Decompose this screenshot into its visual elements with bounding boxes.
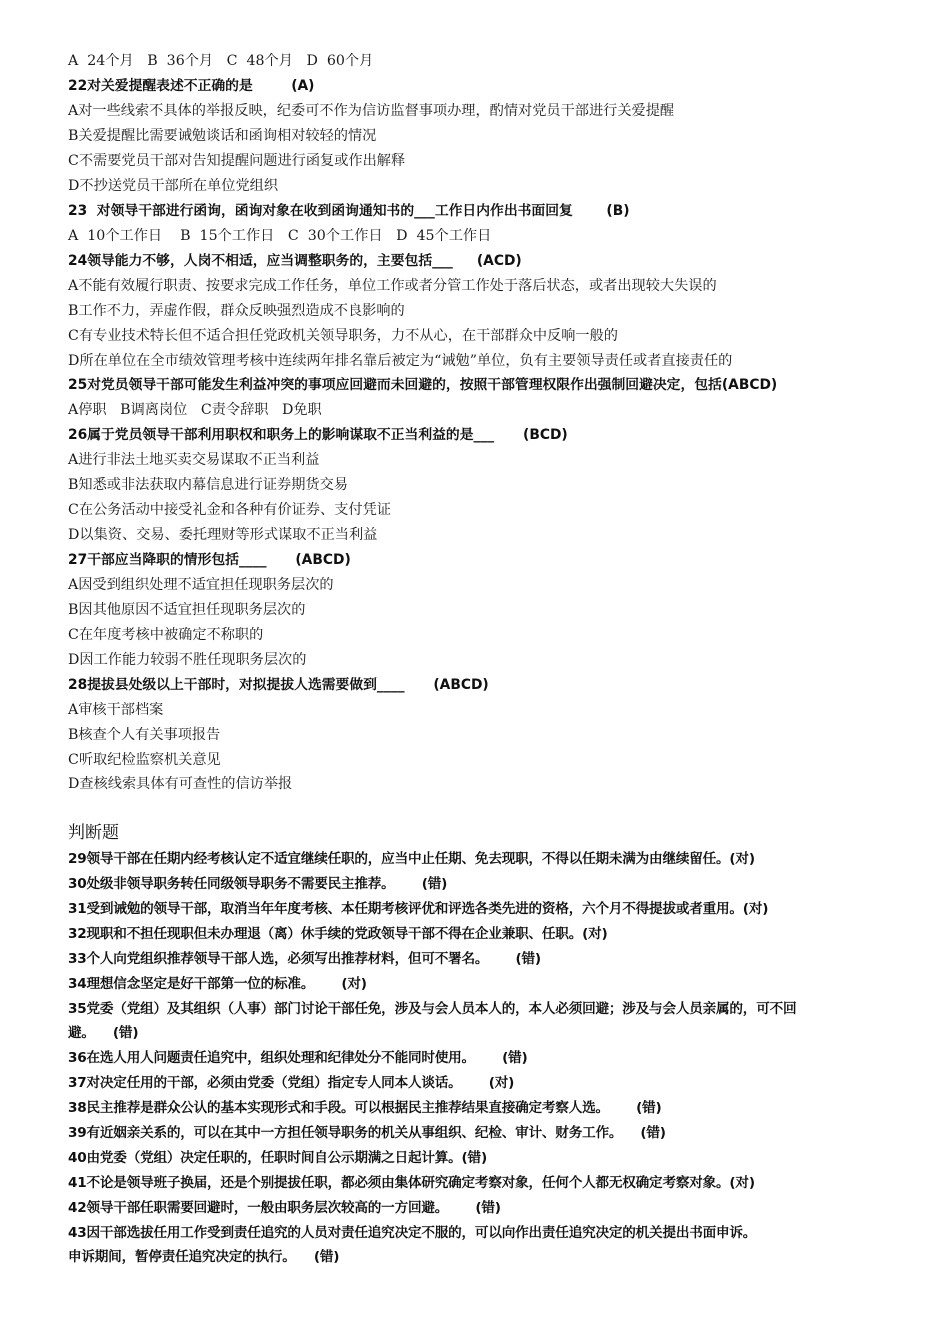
tf-item-29: 29领导干部在任期内经考核认定不适宜继续任职的，应当中止任期、免去现职，不得以任期未满为由继续留任。(对) (68, 851, 755, 867)
tf-item-35-continued: 避。 (错) (68, 1025, 139, 1041)
tf-item-31: 31受到诫勉的领导干部，取消当年年度考核、本任期考核评优和评选各类先进的资格，六个月不得提拔或者重用。(对) (68, 901, 769, 917)
tf-item-39: 39有近姻亲关系的，可以在其中一方担任领导职务的机关从事组织、纪检、审计、财务工作。 (错) (68, 1125, 666, 1141)
q27-option-c: C在年度考核中被确定不称职的 (68, 627, 264, 643)
tf-item-37: 37对决定任用的干部，必须由党委（党组）指定专人同本人谈话。 (对) (68, 1075, 515, 1091)
tf-item-43-continued: 申诉期间，暂停责任追究决定的执行。 (错) (68, 1249, 340, 1265)
q27-option-a: A因受到组织处理不适宜担任现职务层次的 (68, 577, 334, 593)
tf-item-35: 35党委（党组）及其组织（人事）部门讨论干部任免，涉及与会人员本人的，本人必须回避；涉及与会人员亲属的，可不回 (68, 1001, 797, 1017)
q25-options: A停职 B调离岗位 C责令辞职 D免职 (68, 402, 322, 418)
q24-option-a: A不能有效履行职责、按要求完成工作任务，单位工作或者分管工作处于落后状态，或者出现较大失误的 (68, 278, 717, 294)
q27-option-d: D因工作能力较弱不胜任现职务层次的 (68, 652, 307, 668)
q25-question: 25对党员领导干部可能发生利益冲突的事项应回避而未回避的，按照干部管理权限作出强制回避决定，包括(ABCD) (68, 377, 778, 393)
q26-option-c: C在公务活动中接受礼金和各种有价证券、支付凭证 (68, 502, 391, 518)
q28-option-b: B核查个人有关事项报告 (68, 727, 221, 743)
q21-options: A 24个月 B 36个月 C 48个月 D 60个月 (68, 53, 374, 69)
q23-question: 23 对领导干部进行函询，函询对象在收到函询通知书的___工作日内作出书面回复 (B) (68, 203, 630, 219)
q24-option-d: D所在单位在全市绩效管理考核中连续两年排名靠后被定为“诫勉”单位，负有主要领导责任或者直接责任的 (68, 353, 733, 369)
q26-question: 26属于党员领导干部利用职权和职务上的影响谋取不正当利益的是___ (BCD) (68, 427, 568, 443)
tf-item-41: 41不论是领导班子换届，还是个别提拔任职，都必须由集体研究确定考察对象，任何个人都无权确定考察对象。(对) (68, 1175, 755, 1191)
q22-option-d: D不抄送党员干部所在单位党组织 (68, 178, 279, 194)
tf-item-40: 40由党委（党组）决定任职的，任职时间自公示期满之日起计算。(错) (68, 1150, 487, 1166)
tf-item-36: 36在选人用人问题责任追究中，组织处理和纪律处分不能同时使用。 (错) (68, 1050, 528, 1066)
q22-option-a: A对一些线索不具体的举报反映，纪委可不作为信访监督事项办理，酌情对党员干部进行关爱提醒 (68, 103, 675, 119)
q26-option-a: A进行非法土地买卖交易谋取不正当利益 (68, 452, 320, 468)
tf-item-30: 30处级非领导职务转任同级领导职务不需要民主推荐。 (错) (68, 876, 448, 892)
q26-option-b: B知悉或非法获取内幕信息进行证券期货交易 (68, 477, 348, 493)
q24-question: 24领导能力不够，人岗不相适，应当调整职务的，主要包括___ (ACD) (68, 253, 522, 269)
tf-item-38: 38民主推荐是群众公认的基本实现形式和手段。可以根据民主推荐结果直接确定考察人选。 (错) (68, 1100, 662, 1116)
q22-option-b: B关爱提醒比需要诫勉谈话和函询相对较轻的情况 (68, 128, 377, 144)
tf-item-32: 32现职和不担任现职但未办理退（离）休手续的党政领导干部不得在企业兼职、任职。(对) (68, 926, 608, 942)
q26-option-d: D以集资、交易、委托理财等形式谋取不正当利益 (68, 527, 378, 543)
q28-option-d: D查核线索具体有可查性的信访举报 (68, 776, 293, 792)
q22-question: 22对关爱提醒表述不正确的是 (A) (68, 78, 315, 94)
section-heading-true-false: 判断题 (68, 823, 119, 843)
q22-option-c: C不需要党员干部对告知提醒问题进行函复或作出解释 (68, 153, 406, 169)
q28-option-c: C听取纪检监察机关意见 (68, 752, 221, 768)
q27-question: 27干部应当降职的情形包括____ (ABCD) (68, 552, 351, 568)
tf-item-43: 43因干部选拔任用工作受到责任追究的人员对责任追究决定不服的，可以向作出责任追究决定的机关提出书面申诉。 (68, 1225, 757, 1241)
tf-item-33: 33个人向党组织推荐领导干部人选，必须写出推荐材料，但可不署名。 (错) (68, 951, 541, 967)
q23-options: A 10个工作日 B 15个工作日 C 30个工作日 D 45个工作日 (68, 228, 492, 244)
q24-option-b: B工作不力，弄虚作假，群众反映强烈造成不良影响的 (68, 303, 405, 319)
q28-question: 28提拔县处级以上干部时，对拟提拔人选需要做到____ (ABCD) (68, 677, 489, 693)
tf-item-42: 42领导干部任职需要回避时，一般由职务层次较高的一方回避。 (错) (68, 1200, 501, 1216)
q28-option-a: A审核干部档案 (68, 702, 164, 718)
tf-item-34: 34理想信念坚定是好干部第一位的标准。 (对) (68, 976, 367, 992)
q27-option-b: B因其他原因不适宜担任现职务层次的 (68, 602, 306, 618)
q24-option-c: C有专业技术特长但不适合担任党政机关领导职务，力不从心，在干部群众中反响一般的 (68, 328, 618, 344)
